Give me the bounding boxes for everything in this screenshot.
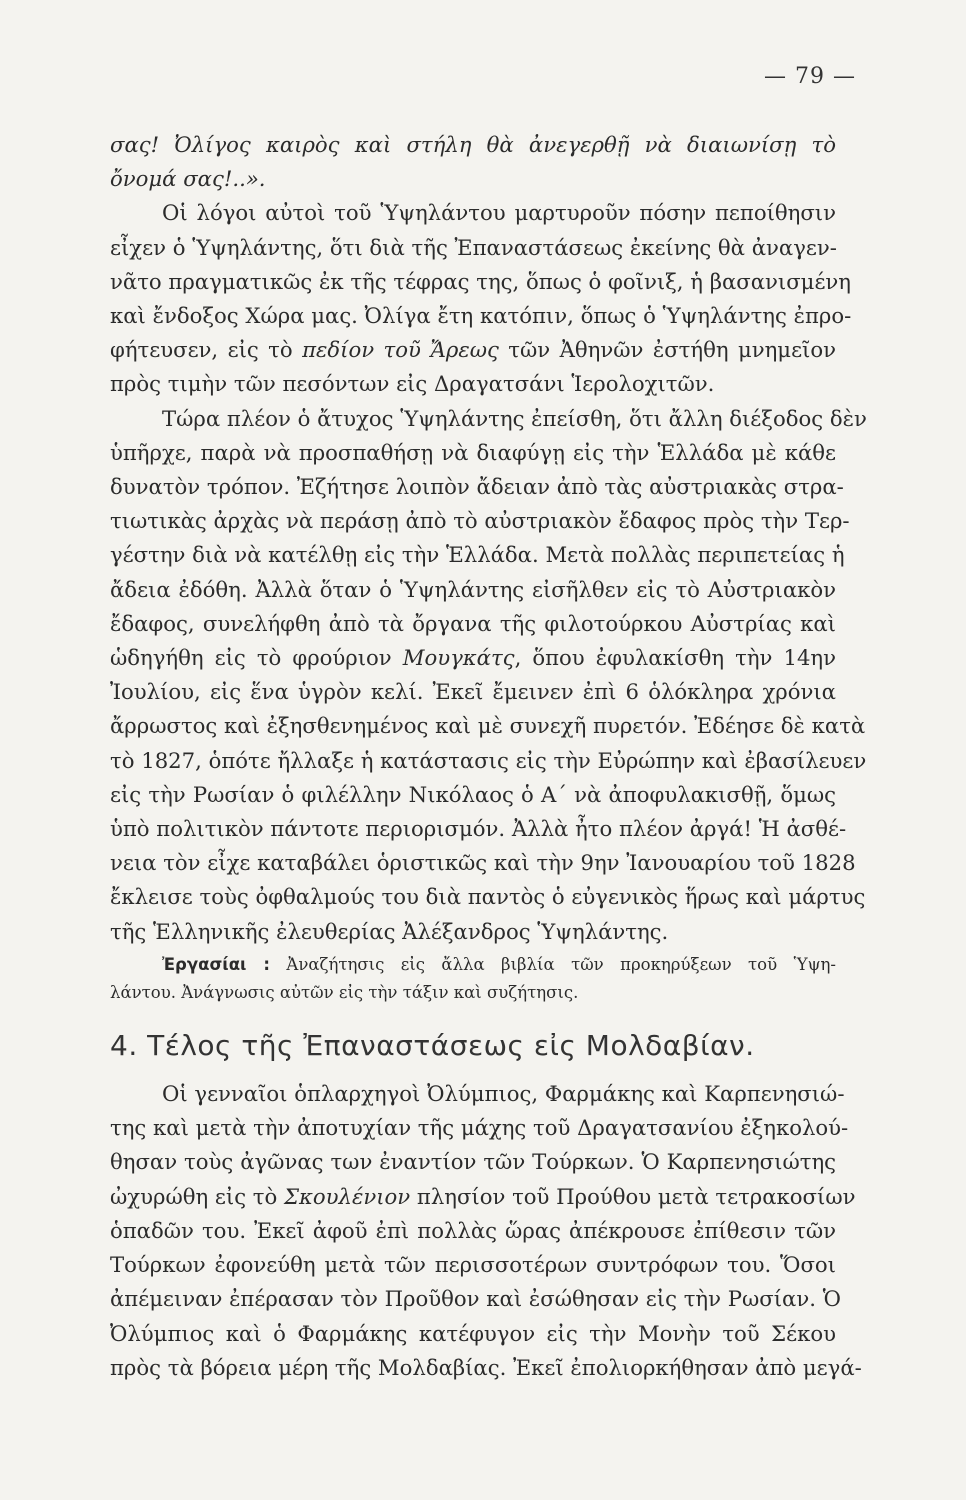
text-line xyxy=(110,333,836,367)
text-line: λάντου. Ἀνάγνωσις αὐτῶν εἰς τὴν τάξιν καὶ συζήτησις. xyxy=(110,982,579,1002)
paragraph xyxy=(110,402,867,949)
text-span: πλησίον τοῦ Προύθου μετὰ τετρακοσίων xyxy=(410,1183,856,1209)
text-line xyxy=(110,1180,856,1214)
text-span: φήτευσεν, εἰς τὸ xyxy=(110,337,303,363)
italic-text: σας! Ὀλίγος καιρὸς καὶ στήλη θὰ ἀνεγερθῇ νὰ διαιωνίσῃ τὸ xyxy=(110,132,836,157)
italic-text: Μουγκάτς xyxy=(402,645,515,671)
text-line: θησαν τοὺς ἀγῶνας των ἐναντίον τῶν Τούρκων. Ὁ Καρπενησιώτης xyxy=(110,1149,836,1175)
text-line: ὁπαδῶν του. Ἐκεῖ ἀφοῦ ἐπὶ πολλὰς ὥρας ἀπέκρουσε ἐπίθεσιν τῶν xyxy=(110,1217,836,1243)
text-line: ἔδαφος, συνελήφθη ἀπὸ τὰ ὄργανα τῆς φιλοτούρκου Αὐστρίας καὶ xyxy=(110,610,836,636)
text-line: της καὶ μετὰ τὴν ἀποτυχίαν τῆς μάχης τοῦ Δραγατσανίου ἐξηκολού- xyxy=(110,1115,849,1141)
text-line: Ἰουλίου, εἰς ἕνα ὑγρὸν κελί. Ἐκεῖ ἔμεινεν ἐπὶ 6 ὁλόκληρα χρόνια xyxy=(110,679,836,705)
text-line: ἀπέμειναν ἐπέρασαν τὸν Προῦθον καὶ ἐσώθησαν εἰς τὴν Ρωσίαν. Ὁ xyxy=(110,1286,841,1312)
text-line xyxy=(110,128,836,162)
paragraph xyxy=(110,1077,862,1385)
text-line: εἶχεν ὁ Ὑψηλάντης, ὅτι διὰ τῆς Ἐπαναστάσεως ἐκείνης θὰ ἀναγεν- xyxy=(110,234,837,260)
text-line: τὸ 1827, ὁπότε ἤλλαξε ἡ κατάστασις εἰς τὴν Εὐρώπην καὶ ἐβασίλευεν xyxy=(110,747,867,773)
text-span: τῶν Ἀθηνῶν ἐστήθη μνημεῖον xyxy=(498,337,837,363)
italic-text: ὄνομά σας!..». xyxy=(110,166,266,192)
text-line: πρὸς τιμὴν τῶν πεσόντων εἰς Δραγατσάνι Ἱερολοχιτῶν. xyxy=(110,371,715,397)
text-line: τιωτικὰς ἀρχὰς νὰ περάσῃ ἀπὸ τὸ αὐστριακὸν ἔδαφος πρὸς τὴν Τερ- xyxy=(110,508,850,534)
text-span: Ἀναζήτησις εἰς ἄλλα βιβλία τῶν προκηρύξεων τοῦ Ὑψη- xyxy=(270,954,836,974)
main-text xyxy=(110,128,867,1385)
text-line: Οἱ γενναῖοι ὁπλαρχηγοὶ Ὀλύμπιος, Φαρμάκης καὶ Καρπενησιώ- xyxy=(162,1081,845,1107)
paragraph xyxy=(110,196,852,401)
text-line: ἔκλεισε τοὺς ὀφθαλμούς του διὰ παντὸς ὁ εὐγενικὸς ἥρως καὶ μάρτυς xyxy=(110,884,866,910)
italic-text: πεδίον τοῦ Ἄρεως xyxy=(302,337,499,363)
text-line: καὶ ἔνδοξος Χώρα μας. Ὀλίγα ἔτη κατόπιν, ὅπως ὁ Ὑψηλάντης ἐπρο- xyxy=(110,303,852,329)
text-span: ὡδηγήθη εἰς τὸ φρούριον xyxy=(110,645,403,671)
text-line: Τώρα πλέον ὁ ἄτυχος Ὑψηλάντης ἐπείσθη, ὅτι ἄλλη διέξοδος δὲν xyxy=(162,405,867,431)
paragraph-quote-end xyxy=(110,128,836,196)
text-line: τῆς Ἑλληνικῆς ἐλευθερίας Ἀλέξανδρος Ὑψηλάντης. xyxy=(110,918,669,944)
text-span: ὠχυρώθη εἰς τὸ xyxy=(110,1183,285,1209)
text-line: νᾶτο πραγματικῶς ἐκ τῆς τέφρας της, ὅπως ὁ φοῖνιξ, ἡ βασανισμένη xyxy=(110,268,851,294)
text-line: ὑπὸ πολιτικὸν πάντοτε περιορισμόν. Ἀλλὰ ἦτο πλέον ἀργά! Ἡ ἀσθέ- xyxy=(110,816,847,842)
text-line: Τούρκων ἐφονεύθη μετὰ τῶν περισσοτέρων συντρόφων του. Ὅσοι xyxy=(110,1252,836,1278)
text-line xyxy=(110,162,836,196)
text-line: ἄδεια ἐδόθη. Ἀλλὰ ὅταν ὁ Ὑψηλάντης εἰσῆλθεν εἰς τὸ Αὐστριακὸν xyxy=(110,576,836,602)
text-span: , ὅπου ἐφυλακίσθη τὴν 14ην xyxy=(514,645,836,671)
section-heading: 4. Τέλος τῆς Ἐπαναστάσεως εἰς Μολδαβίαν. xyxy=(110,1028,755,1062)
page-number: — 79 — xyxy=(764,64,856,89)
text-line: νεια τὸν εἶχε καταβάλει ὁριστικῶς καὶ τὴν 9ην Ἰανουαρίου τοῦ 1828 xyxy=(110,850,856,876)
exercises-label: Ἐργασίαι : xyxy=(162,954,271,974)
text-line: Οἱ λόγοι αὐτοὶ τοῦ Ὑψηλάντου μαρτυροῦν πόσην πεποίθησιν xyxy=(162,200,836,226)
text-line xyxy=(110,641,836,675)
text-line: ὑπῆρχε, παρὰ νὰ προσπαθήσῃ νὰ διαφύγῃ εἰς τὴν Ἑλλάδα μὲ κάθε xyxy=(110,439,836,465)
text-line: πρὸς τὰ βόρεια μέρη τῆς Μολδαβίας. Ἐκεῖ ἐπολιορκήθησαν ἀπὸ μεγά- xyxy=(110,1354,862,1380)
text-line: ἄρρωστος καὶ ἐξησθενημένος καὶ μὲ συνεχῆ πυρετόν. Ἐδέησε δὲ κατὰ xyxy=(110,713,866,739)
italic-text: Σκουλένιον xyxy=(284,1183,411,1209)
exercises-note xyxy=(110,951,836,1007)
text-line: γέστην διὰ νὰ κατέλθῃ εἰς τὴν Ἑλλάδα. Μετὰ πολλὰς περιπετείας ἡ xyxy=(110,542,845,568)
text-line xyxy=(110,951,836,979)
text-line: δυνατὸν τρόπον. Ἐζήτησε λοιπὸν ἄδειαν ἀπὸ τὰς αὐστριακὰς στρα- xyxy=(110,474,844,500)
text-line: εἰς τὴν Ρωσίαν ὁ φιλέλλην Νικόλαος ὁ Α΄ νὰ ἀποφυλακισθῇ, ὅμως xyxy=(110,781,836,807)
text-line: Ὀλύμπιος καὶ ὁ Φαρμάκης κατέφυγον εἰς τὴν Μονὴν τοῦ Σέκου xyxy=(110,1320,836,1346)
